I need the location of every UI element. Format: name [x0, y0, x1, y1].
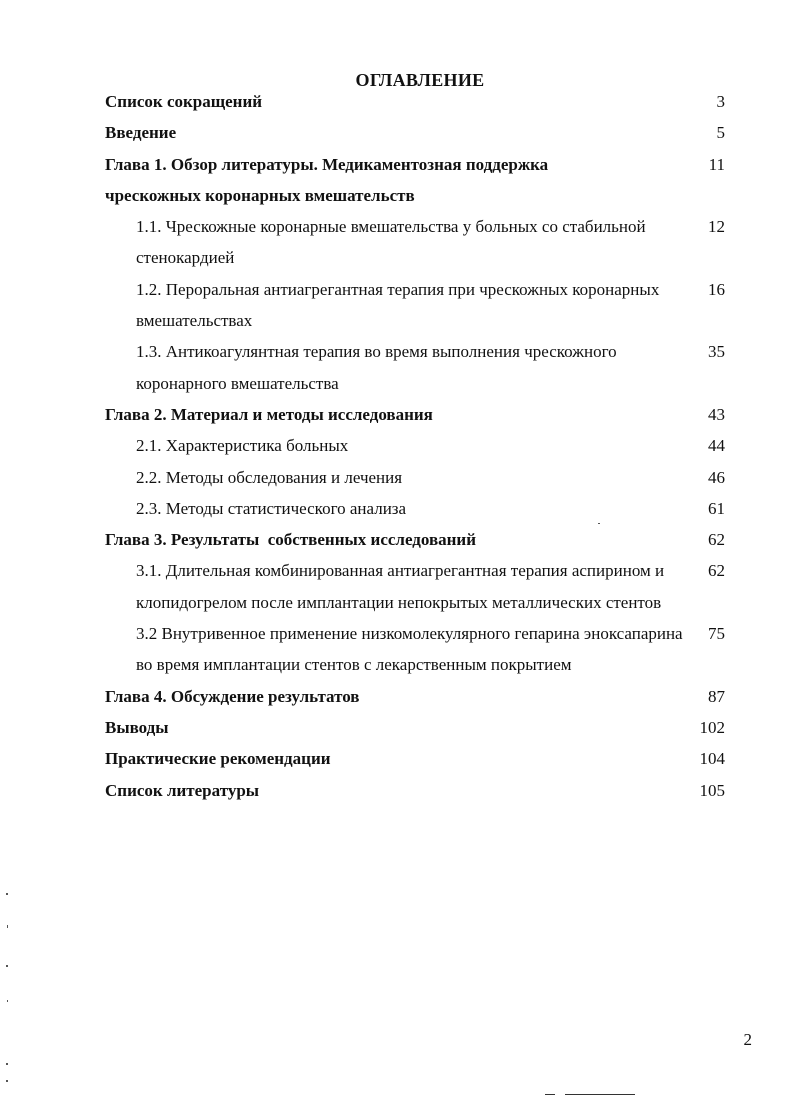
- toc-subentry: [105, 430, 725, 461]
- toc-entry-page: 62: [708, 530, 725, 550]
- toc-entry: [105, 524, 725, 555]
- toc-subentry: [105, 462, 725, 493]
- toc-entry: [105, 86, 725, 117]
- toc-subentry: [105, 336, 725, 399]
- toc-entry-page: 105: [699, 780, 725, 800]
- toc-entry-page: 61: [708, 498, 725, 518]
- toc-entry-text: Список сокращений: [105, 92, 263, 111]
- toc-entry-page: 102: [699, 717, 725, 737]
- scan-speck: [598, 523, 600, 524]
- scan-speck: [7, 925, 8, 928]
- toc-entry-page: 35: [708, 342, 725, 362]
- toc-entry-text: 1.1. Чрескожные коронарные вмешательства у больных со стабильной стенокардией: [136, 217, 646, 268]
- toc-entry-text: 1.2. Пероральная антиагрегантная терапия при чрескожных коронарных вмешательствах: [136, 279, 660, 331]
- toc-entry: [105, 399, 725, 430]
- toc-subentry: [105, 493, 725, 524]
- toc-entry-text: Глава 4. Обсуждение результатов: [105, 686, 360, 706]
- toc-entry-page: 12: [708, 217, 725, 237]
- toc-entry-text: Введение: [105, 123, 177, 143]
- toc-subentry: [105, 211, 725, 274]
- toc-entry-page: 11: [708, 154, 725, 174]
- scan-speck: [7, 1000, 8, 1002]
- toc-subentry: [105, 555, 725, 618]
- toc-subentry: [105, 274, 725, 337]
- page-number: 2: [743, 1030, 752, 1049]
- toc-entry-page: 46: [708, 467, 725, 487]
- table-of-contents: [105, 86, 725, 806]
- toc-entry-text: Глава 3. Результаты собственных исследований: [105, 530, 477, 550]
- toc-entry: [105, 712, 725, 743]
- toc-entry-text: 2.3. Методы статистического анализа: [136, 498, 407, 518]
- toc-entry-text: Практические рекомендации: [105, 749, 331, 769]
- toc-entry: [105, 775, 725, 806]
- toc-entry: [105, 117, 725, 148]
- toc-subentry: [105, 618, 725, 681]
- toc-entry-text: 1.3. Антикоагулянтная терапия во время выполнения чрескожного коронарного вмешательства: [136, 342, 617, 393]
- toc-entry-page: 44: [708, 436, 725, 456]
- toc-entry-text: Глава 1. Обзор литературы. Медикаментозная поддержка чрескожных коронарных вмешательств: [105, 154, 549, 205]
- toc-entry-page: 16: [708, 279, 725, 299]
- toc-entry-page: 43: [708, 404, 725, 424]
- scan-speck: [6, 893, 8, 895]
- toc-entry-text: 2.1. Характеристика больных: [136, 436, 349, 456]
- scan-line: [565, 1094, 635, 1095]
- toc-entry-page: 87: [708, 686, 725, 706]
- toc-entry-text: Список литературы: [105, 780, 260, 800]
- toc-entry-page: 104: [699, 749, 725, 769]
- scan-line: [545, 1094, 555, 1095]
- toc-title: ОГЛАВЛЕНИЕ: [355, 70, 485, 90]
- toc-entry-page: 3: [716, 92, 725, 111]
- scan-speck: [6, 965, 8, 967]
- toc-entry-text: 2.2. Методы обследования и лечения: [136, 467, 403, 487]
- toc-entry-text: 3.1. Длительная комбинированная антиагрегантная терапия аспирином и клопидогрелом после имплантации непокрытых металлических стентов: [136, 561, 665, 612]
- toc-entry-page: 75: [708, 624, 725, 644]
- toc-entry-text: Глава 2. Материал и методы исследования: [105, 404, 433, 424]
- toc-entry-page: 62: [708, 561, 725, 581]
- toc-entry: [105, 149, 725, 212]
- toc-entry-page: 5: [716, 123, 725, 143]
- toc-entry: [105, 681, 725, 712]
- scan-speck: [6, 1063, 8, 1065]
- toc-entry-text: 3.2 Внутривенное применение низкомолекулярного гепарина эноксапарина во время имплантации стентов с лекарственным покрытием: [136, 624, 683, 675]
- scan-speck: [6, 1080, 8, 1082]
- toc-entry: [105, 743, 725, 774]
- toc-entry-text: Выводы: [105, 717, 169, 737]
